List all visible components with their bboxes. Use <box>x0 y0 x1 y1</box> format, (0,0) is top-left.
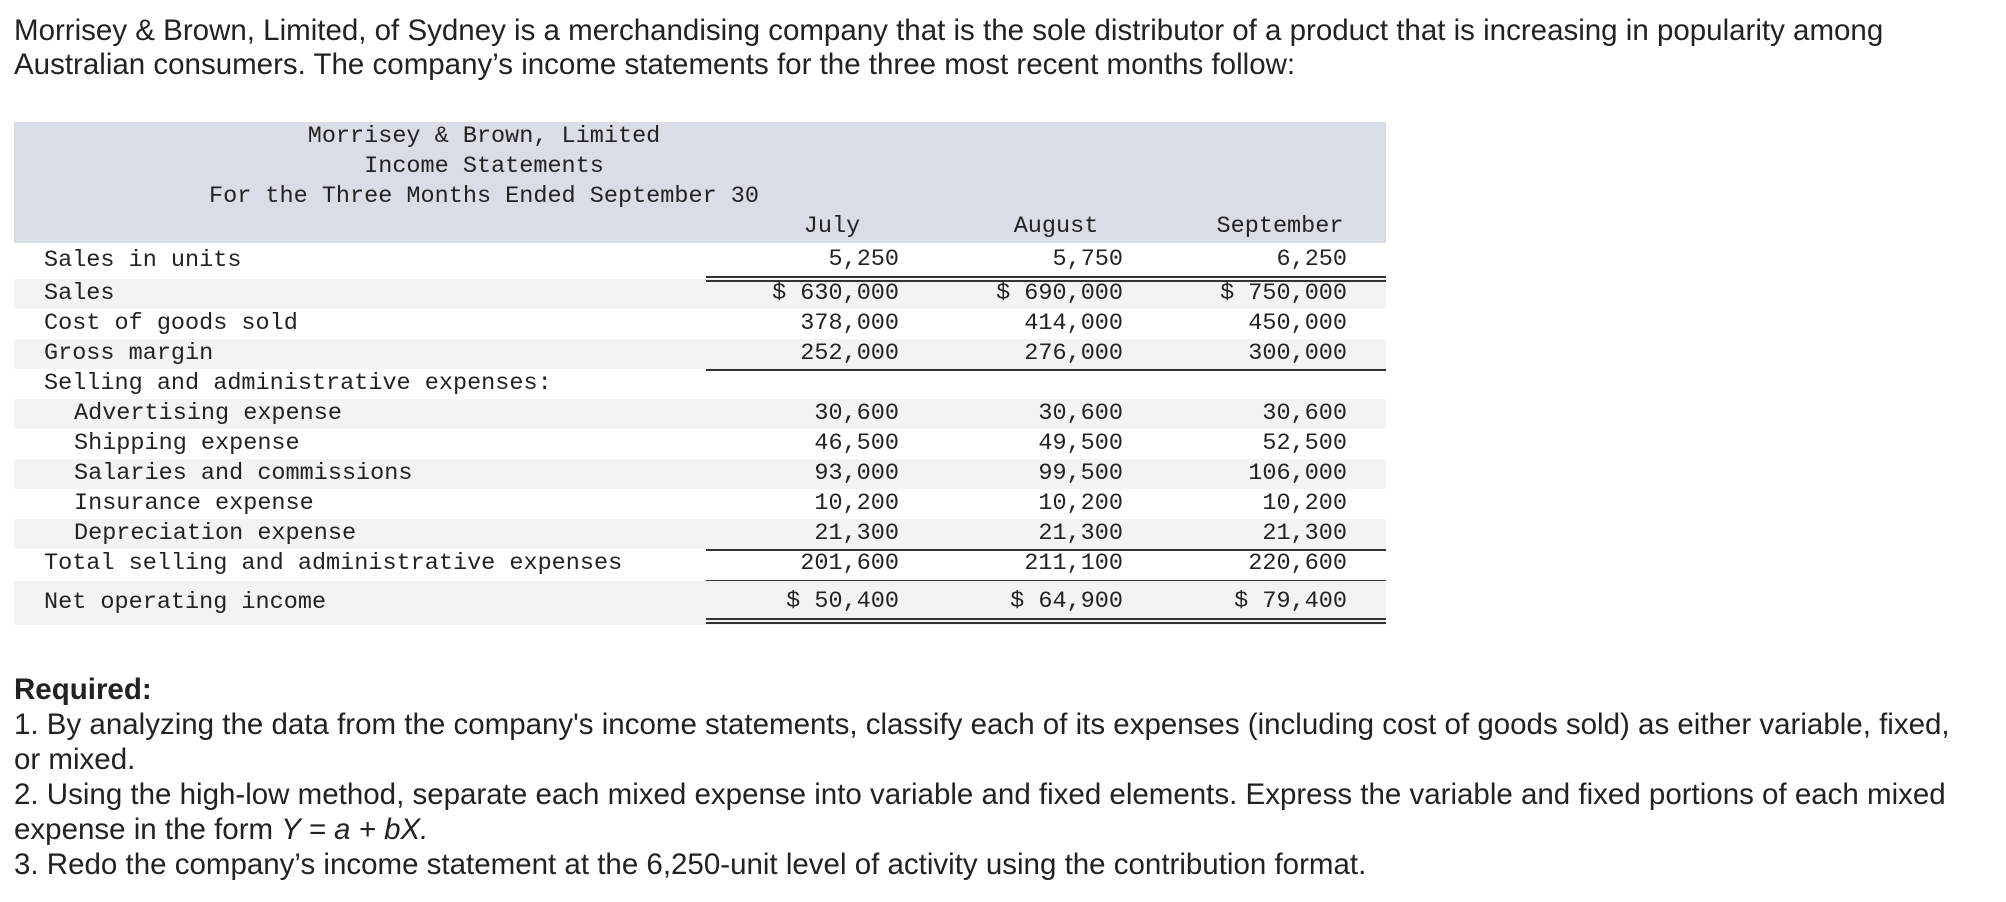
table-row <box>14 519 1386 549</box>
table-row <box>14 459 1386 489</box>
column-header-september: September <box>1216 213 1344 240</box>
cell-value: 201,600 <box>800 550 899 577</box>
cell-value: 52,500 <box>1262 430 1347 457</box>
required-item-2-text: 2. Using the high-low method, separate each mixed expense into variable and fixed elements. Express the variable and fixed portions of each mixed expense in the form <box>14 778 1946 846</box>
cell-value: $ 64,900 <box>1010 588 1123 615</box>
income-statement-table <box>14 122 1386 625</box>
table-row <box>14 279 1386 309</box>
cell-value: 5,750 <box>1052 246 1123 273</box>
table-row <box>14 549 1386 581</box>
cell-value: $ 690,000 <box>996 280 1123 307</box>
cell-value: 21,300 <box>814 520 899 547</box>
table-row <box>14 399 1386 429</box>
cell-value: 414,000 <box>1024 310 1123 337</box>
row-label: Salaries and commissions <box>74 460 413 487</box>
cell-value: 300,000 <box>1248 340 1347 367</box>
required-heading: Required: <box>14 673 152 706</box>
row-label: Cost of goods sold <box>44 310 298 337</box>
cell-value: 10,200 <box>814 490 899 517</box>
cell-value: $ 630,000 <box>772 280 899 307</box>
formula: Y = a + bX. <box>281 813 429 846</box>
cell-value: 276,000 <box>1024 340 1123 367</box>
row-label: Depreciation expense <box>74 520 357 547</box>
table-row <box>14 339 1386 369</box>
column-header-august: August <box>1013 213 1099 240</box>
cell-value: 378,000 <box>800 310 899 337</box>
cell-value: 30,600 <box>814 400 899 427</box>
cell-value: 6,250 <box>1276 246 1347 273</box>
row-label: Total selling and administrative expenses <box>44 550 623 577</box>
table-row <box>14 243 1386 279</box>
table-row <box>14 489 1386 519</box>
row-label: Gross margin <box>44 340 214 367</box>
cell-value: 99,500 <box>1038 460 1123 487</box>
table-header <box>14 122 1386 243</box>
cell-value: 220,600 <box>1248 550 1347 577</box>
required-item-2 <box>14 777 1974 847</box>
intro-paragraph: Morrisey & Brown, Limited, of Sydney is a merchandising company that is the sole distributor of a product that is increasing in popularity among Australian consumers. The company’s income statements for the three most recent months follow: <box>14 14 1884 81</box>
cell-value: $ 750,000 <box>1220 280 1347 307</box>
cell-value: 30,600 <box>1262 400 1347 427</box>
double-underline <box>706 618 1386 624</box>
company-name: Morrisey & Brown, Limited <box>307 123 661 150</box>
cell-value: 21,300 <box>1038 520 1123 547</box>
cell-value: $ 79,400 <box>1234 588 1347 615</box>
cell-value: 450,000 <box>1248 310 1347 337</box>
table-row <box>14 581 1386 625</box>
cell-value: 46,500 <box>814 430 899 457</box>
table-row <box>14 369 1386 399</box>
cell-value: 211,100 <box>1024 550 1123 577</box>
statement-period: For the Three Months Ended September 30 <box>209 183 759 210</box>
row-label: Shipping expense <box>74 430 300 457</box>
section-label: Selling and administrative expenses: <box>44 370 552 397</box>
row-label: Sales <box>44 280 115 307</box>
row-label: Insurance expense <box>74 490 314 517</box>
cell-value: 252,000 <box>800 340 899 367</box>
required-item-3: 3. Redo the company’s income statement at the 6,250-unit level of activity using the contribution format. <box>14 848 1367 881</box>
row-label: Advertising expense <box>74 400 342 427</box>
cell-value: $ 50,400 <box>786 588 899 615</box>
cell-value: 106,000 <box>1248 460 1347 487</box>
column-header-july: July <box>803 213 861 240</box>
table-row <box>14 429 1386 459</box>
table-row <box>14 309 1386 339</box>
cell-value: 93,000 <box>814 460 899 487</box>
cell-value: 10,200 <box>1262 490 1347 517</box>
statement-title: Income Statements <box>364 153 604 180</box>
cell-value: 10,200 <box>1038 490 1123 517</box>
row-label: Sales in units <box>44 247 242 274</box>
cell-value: 21,300 <box>1262 520 1347 547</box>
required-section <box>14 672 1974 882</box>
required-item-1: 1. By analyzing the data from the company's income statements, classify each of its expenses (including cost of goods sold) as either variable, fixed, or mixed. <box>14 708 1950 776</box>
cell-value: 49,500 <box>1038 430 1123 457</box>
cell-value: 5,250 <box>828 246 899 273</box>
cell-value: 30,600 <box>1038 400 1123 427</box>
row-label: Net operating income <box>44 589 327 616</box>
